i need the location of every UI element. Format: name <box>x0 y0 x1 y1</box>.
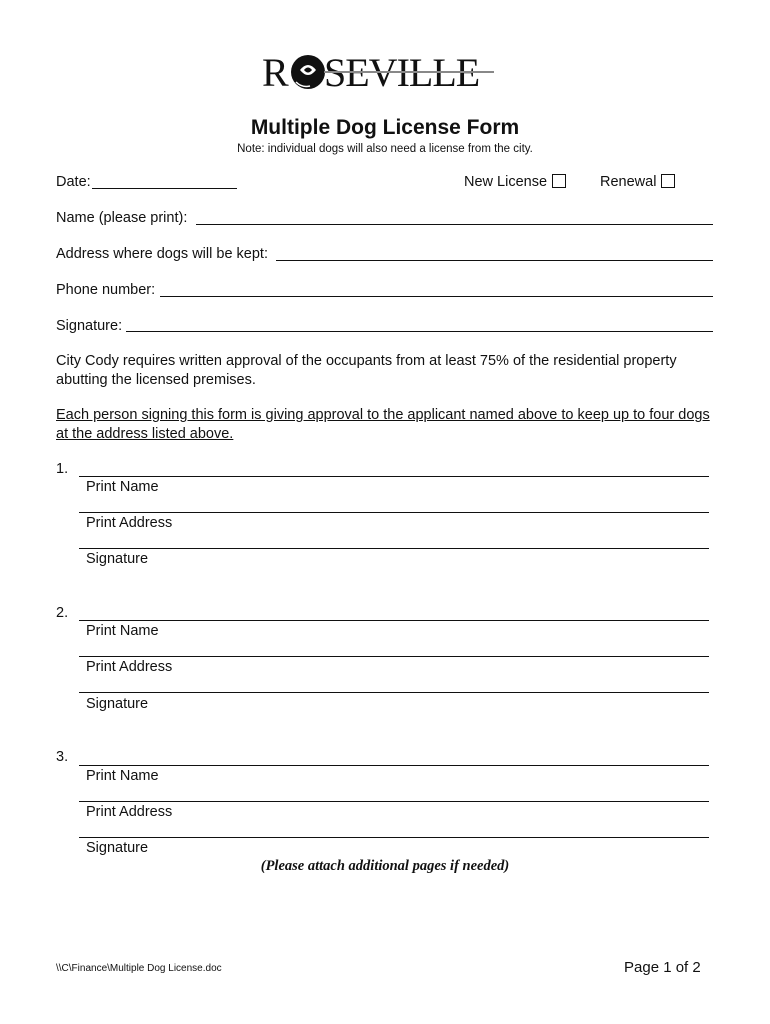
renewal-label: Renewal <box>600 174 657 190</box>
form-title: Multiple Dog License Form <box>250 116 520 139</box>
approval-requirement-text: City Cody requires written approval of the occupants from at least 75% of the residential property abutting the licensed premises. <box>56 353 677 388</box>
renewal-option <box>600 174 675 190</box>
form-note: Note: individual dogs will also need a license from the city. <box>237 143 533 155</box>
address-field[interactable] <box>276 260 713 261</box>
new-license-option <box>464 174 566 190</box>
signer-signature-line[interactable] <box>79 837 709 838</box>
footer-file-path: \\C\Finance\Multiple Dog License.doc <box>56 963 222 974</box>
signer-name-line[interactable] <box>79 620 709 621</box>
signer-signature-line[interactable] <box>79 548 709 549</box>
new-license-label: New License <box>464 174 548 190</box>
svg-text:SEVILLE: SEVILLE <box>324 50 480 95</box>
rose-emblem-icon <box>291 55 325 89</box>
renewal-checkbox[interactable] <box>661 174 675 188</box>
signer-number: 3. <box>56 749 69 765</box>
address-label: Address where dogs will be kept: <box>56 246 268 262</box>
svg-text:R: R <box>262 50 289 95</box>
date-label: Date: <box>56 174 91 190</box>
print-address-label: Print Address <box>86 515 173 531</box>
name-field[interactable] <box>196 224 713 225</box>
signature-sub-label: Signature <box>86 840 149 856</box>
signature-field[interactable] <box>126 331 713 332</box>
phone-field[interactable] <box>160 296 713 297</box>
signer-number: 1. <box>56 461 69 477</box>
print-address-label: Print Address <box>86 659 173 675</box>
signature-sub-label: Signature <box>86 551 149 567</box>
signer-address-line[interactable] <box>79 656 709 657</box>
roseville-logo <box>262 48 494 96</box>
signer-name-line[interactable] <box>79 765 709 766</box>
print-address-label: Print Address <box>86 804 173 820</box>
print-name-label: Print Name <box>86 768 159 784</box>
signer-address-line[interactable] <box>79 801 709 802</box>
print-name-label: Print Name <box>86 623 159 639</box>
signature-sub-label: Signature <box>86 696 149 712</box>
signer-name-line[interactable] <box>79 476 709 477</box>
signer-address-line[interactable] <box>79 512 709 513</box>
print-name-label: Print Name <box>86 479 159 495</box>
name-label: Name (please print): <box>56 210 188 226</box>
date-field[interactable] <box>92 188 237 189</box>
signer-number: 2. <box>56 605 69 621</box>
signer-signature-line[interactable] <box>79 692 709 693</box>
attach-pages-note: (Please attach additional pages if needed) <box>260 858 510 874</box>
consent-statement <box>56 406 716 444</box>
new-license-checkbox[interactable] <box>552 174 566 188</box>
phone-label: Phone number: <box>56 282 156 298</box>
signature-label: Signature: <box>56 318 123 334</box>
footer-page-number: Page 1 of 2 <box>624 959 701 976</box>
consent-statement-text: Each person signing this form is giving approval to the applicant named above to keep up to four dogs at the address listed above. <box>56 407 710 442</box>
